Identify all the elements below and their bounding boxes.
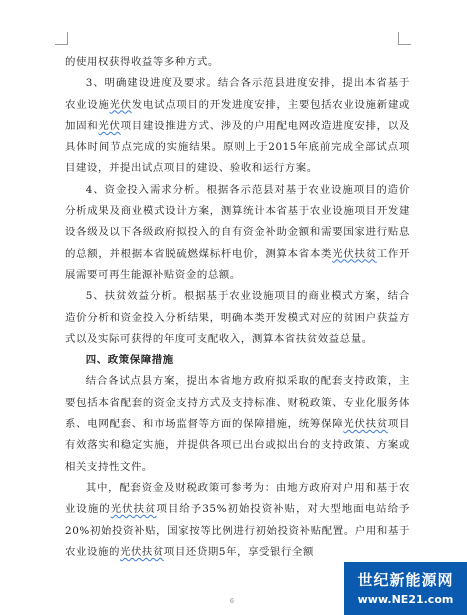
- paragraph-5: 结合各试点县方案，提出本省地方政府拟采取的配套支持政策，主要包括本省配套的资金支持方式及支持标准、财税政策、专业化服务体系、电网配套、和市场监督等方面的保障措施，统筹保障光伏扶贫项目有效落实和稳定实施，并提供各项已出台或拟出台的支持政策、方案或相关支持性文件。: [65, 375, 411, 473]
- site-watermark: [344, 562, 467, 615]
- spellcheck-mark: 光伏: [98, 119, 121, 132]
- spellcheck-mark: 光伏扶贫: [343, 418, 388, 431]
- spellcheck-mark: 光伏扶贫: [110, 503, 157, 516]
- paragraph-2: 3、明确建设进度及要求。结合各示范县进度安排，提出本省基于农业设施光伏发电试点项目的开发进度安排，主要包括农业设施新建或加固和光伏项目建设推进方式、涉及的户用配电网改造进度安排，以及具体时间节点完成的实施结果。原则上于2015年底前完成全部试点项目建设，并提出试点项目的建设、验收和运行方案。: [65, 77, 411, 175]
- paragraph-1: 的使用权获得收益等多种方式。: [65, 56, 219, 68]
- section-heading: 四、政策保障措施: [85, 354, 174, 367]
- margin-corner-top-left: [55, 32, 68, 45]
- spellcheck-mark: 光伏: [109, 98, 132, 111]
- watermark-url: www.NE21.com: [357, 593, 454, 606]
- document-body: [65, 52, 410, 563]
- watermark-title: 世纪新能源网: [357, 571, 454, 589]
- margin-corner-top-right: [398, 32, 411, 45]
- spellcheck-mark: 光伏扶贫: [119, 545, 164, 558]
- page-number: 6: [230, 598, 234, 605]
- spellcheck-mark: 光伏扶贫: [332, 247, 377, 260]
- paragraph-4: 5、扶贫效益分析。根据基于农业设施项目的商业模式方案，结合造价分析和资金投入分析结果，明确本类开发模式对应的贫困户获益方式以及实际可获得的年度可支配收入，测算本省扶贫效益总量。: [65, 290, 410, 345]
- paragraph-3: 4、资金投入需求分析。根据各示范县对基于农业设施项目的造价分析成果及商业模式设计方案，测算统计本省基于农业设施项目开发建设各级及以下各级政府拟投入的自有资金补助金额和需要国家进行贴息的总额，并根据本省脱硫燃煤标杆电价，测算本省本类光伏扶贫工作开展需要可再生能源补贴资金的总额。: [65, 183, 410, 281]
- paragraph-6: 其中，配套资金及财税政策可参考为：由地方政府对户用和基于农业设施的光伏扶贫项目给予35%初始投资补贴，对大型地面电站给予20%初始投资补贴，国家按等比例进行初始投资补贴配置。户用和基于农业设施的光伏扶贫项目还贷期5年，享受银行全额: [65, 481, 410, 558]
